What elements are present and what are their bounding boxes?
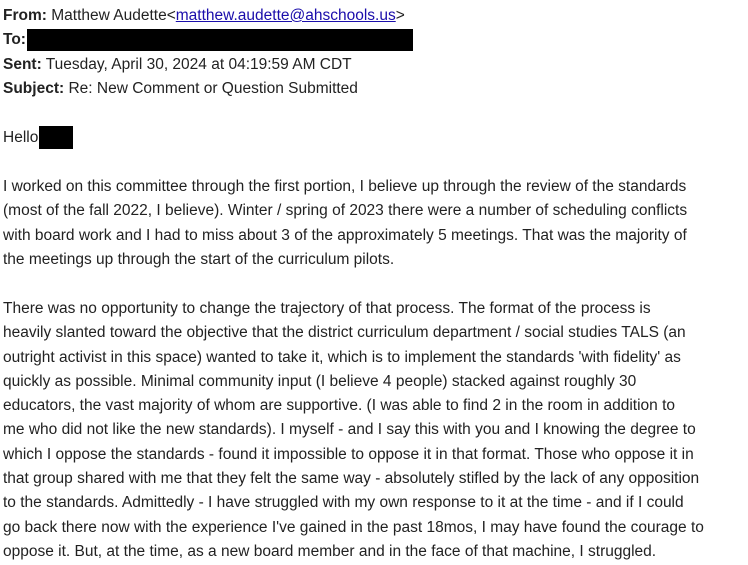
subject-row bbox=[3, 79, 358, 98]
sent-date: Tuesday, April 30, 2024 at 04:19:59 AM CDT bbox=[45, 56, 352, 73]
paragraph-2 bbox=[3, 297, 745, 564]
sent-row bbox=[3, 55, 352, 74]
from-label: From: bbox=[3, 7, 47, 24]
greeting: Hello bbox=[3, 129, 39, 146]
paragraph-line: educators, the vast majority of whom are supportive. (I was able to find 2 in the room in addition to bbox=[3, 397, 676, 415]
paragraph-line: to the standards. Admittedly - I have struggled with my own response to it at the time - and if I could bbox=[3, 494, 684, 512]
paragraph-line: which I oppose the standards - found it impossible to oppose it in that format. Those who oppose it in bbox=[3, 445, 694, 463]
paragraph-line: heavily slanted toward the objective that the district curriculum department / social studies TALS (an bbox=[3, 324, 686, 342]
paragraph-line: There was no opportunity to change the trajectory of that process. The format of the process is bbox=[3, 300, 651, 317]
greeting-row bbox=[3, 128, 73, 149]
to-label: To: bbox=[3, 31, 26, 48]
sender-name: Matthew Audette bbox=[51, 7, 167, 24]
paragraph-line: quickly as possible. Minimal community input (I believe 4 people) stacked against roughly 30 bbox=[3, 372, 637, 390]
recipient-redaction bbox=[27, 29, 413, 51]
paragraph-line: outright activist in this space) wanted to take it, which is to implement the standards 'with fidelity' as bbox=[3, 348, 681, 366]
paragraph-line: that group shared with me that they felt the same way - absolutely stifled by the lack of any opposition bbox=[3, 470, 700, 488]
paragraph-line: oppose it. But, at the time, as a new board member and in the face of that machine, I struggled. bbox=[3, 542, 657, 560]
to-row bbox=[3, 30, 413, 51]
paragraph-line: (most of the fall 2022, I believe). Winter / spring of 2023 there were a number of scheduling conflicts bbox=[3, 202, 688, 220]
subject-label: Subject: bbox=[3, 80, 65, 97]
sent-label: Sent: bbox=[3, 56, 42, 73]
paragraph-line: I worked on this committee through the first portion, I believe up through the review of the standards bbox=[3, 178, 687, 195]
from-row bbox=[3, 6, 405, 25]
paragraph-line: go back there now with the experience I've gained in the past 18mos, I may have found the courage to bbox=[3, 518, 704, 536]
subject-text: Re: New Comment or Question Submitted bbox=[68, 80, 358, 97]
email-bracket-open: < bbox=[166, 7, 176, 24]
greeting-name-redaction bbox=[39, 126, 73, 149]
email-bracket-close: > bbox=[395, 7, 405, 24]
paragraph-line: the meetings up through the start of the curriculum pilots. bbox=[3, 250, 395, 268]
paragraph-line: with board work and I had to miss about 3 of the approximately 5 meetings. That was the majority of bbox=[3, 226, 687, 244]
sender-email-link[interactable]: matthew.audette@ahschools.us bbox=[175, 7, 396, 24]
paragraph-line: me who did not like the new standards). I myself - and I say this with you and I knowing the degree to bbox=[3, 421, 696, 439]
paragraph-1 bbox=[3, 175, 745, 272]
